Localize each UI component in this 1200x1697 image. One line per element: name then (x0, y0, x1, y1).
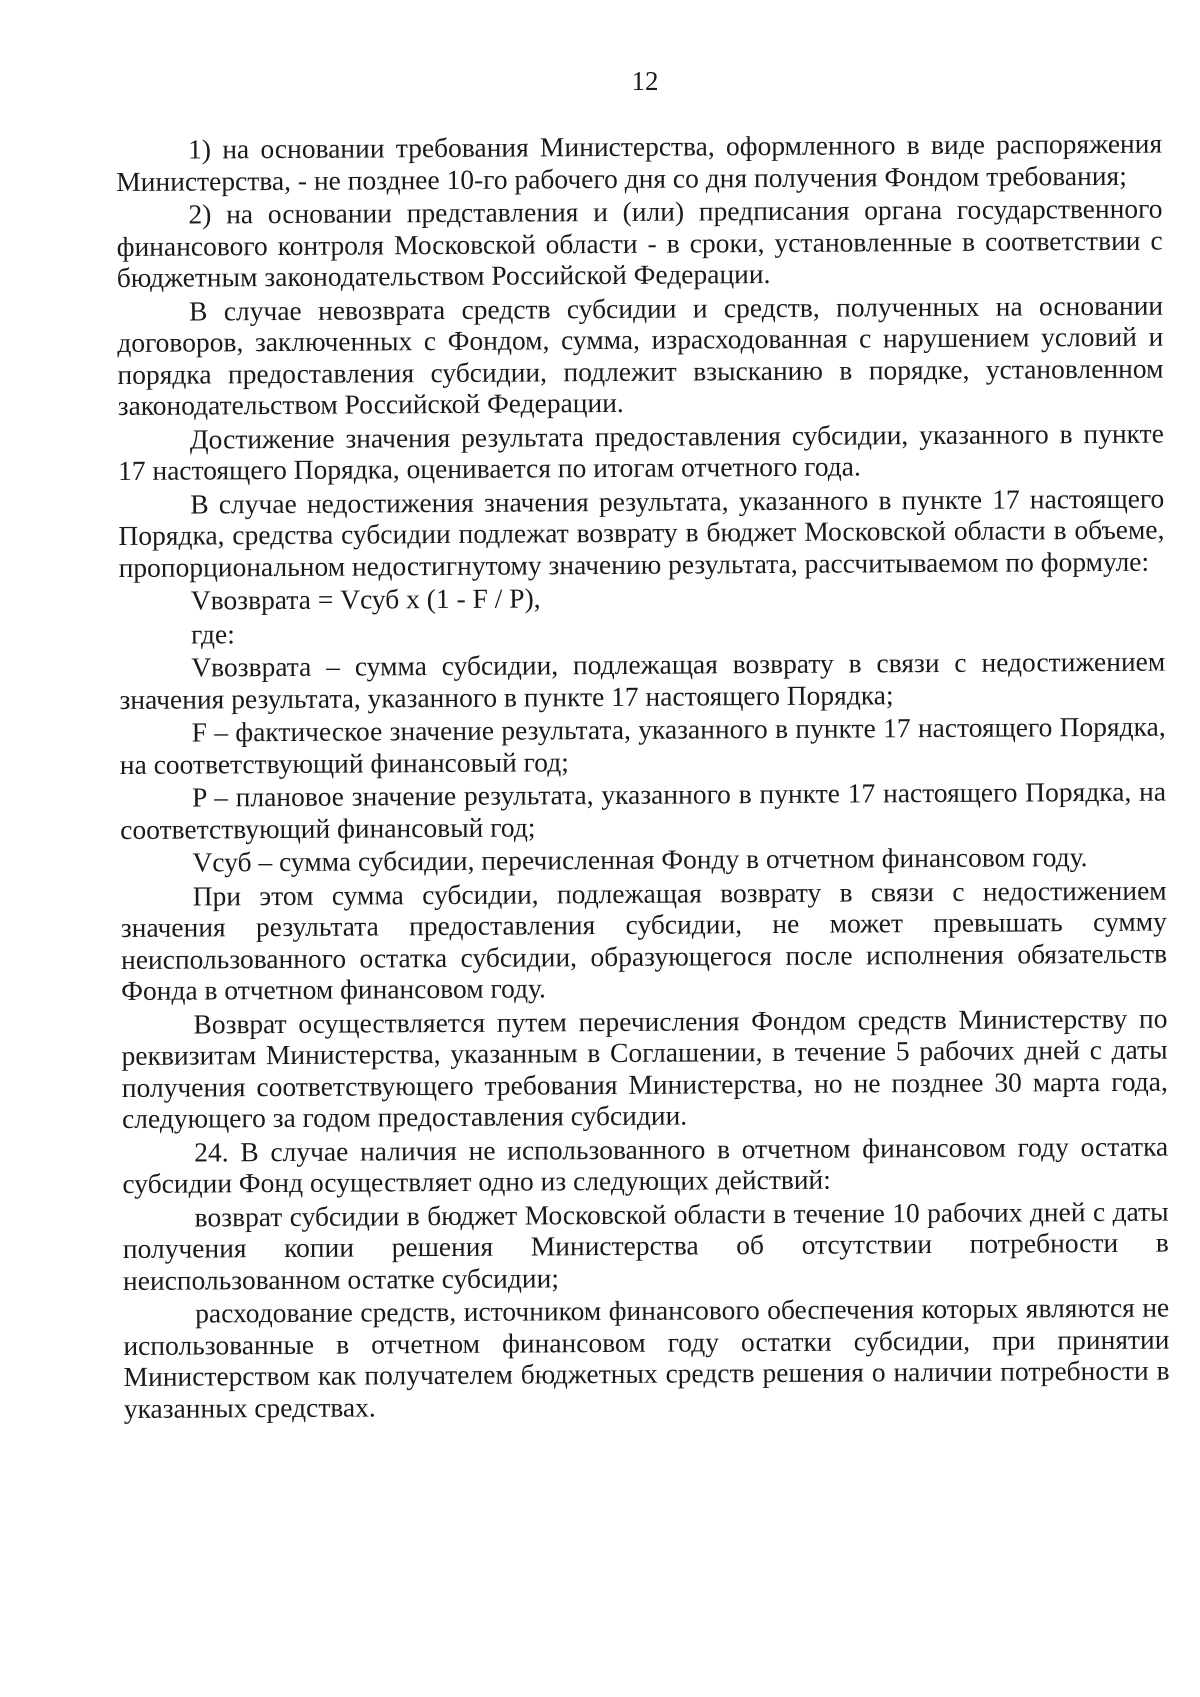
formula-definition-vreturn: Vвозврата – сумма субсидии, подлежащая возврату в связи с недостижением значения результата, указанного в пункте 17 настоящего Порядка; (119, 645, 1166, 715)
page-number: 12 (631, 66, 659, 96)
document-body (116, 128, 1170, 1424)
paragraph-non-return-recovery: В случае невозврата средств субсидии и средств, полученных на основании договоров, заключенных с Фондом, сумма, израсходованная с нарушением условий и порядка предоставления субсидии, подлежит взысканию в порядке, установленном законодательством Российской Федерации. (117, 289, 1164, 421)
formula-definition-f: F – фактическое значение результата, указанного в пункте 17 настоящего Порядка, на соответствующий финансовый год; (119, 710, 1166, 780)
return-formula: Vвозврата = Vсуб x (1 - F / P), (190, 582, 541, 616)
paragraph-24-return-option: возврат субсидии в бюджет Московской области в течение 10 рабочих дней с даты получения копии решения Министерства об отсутствии потребности в неиспользованном остатке субсидии; (122, 1195, 1169, 1296)
paragraph-24-spending-option: расходование средств, источником финансового обеспечения которых являются не использованные в отчетном финансовом году остатки субсидии, при принятии Министерством как получателем бюджетных средств решения о наличии потребности в указанных средствах. (123, 1291, 1170, 1424)
paragraph-underachievement-return: В случае недостижения значения результата, указанного в пункте 17 настоящего Порядка, средства субсидии подлежат возврату в бюджет Московской области в объеме, пропорциональном недостигнутому значению результата, рассчитываемом по формуле: (118, 482, 1165, 583)
paragraph-return-on-ministry-request: 1) на основании требования Министерства, оформленного в виде распоряжения Министерства, - не позднее 10-го рабочего дня со дня получения Фондом требования; (116, 127, 1163, 197)
paragraph-result-assessment: Достижение значения результата предоставления субсидии, указанного в пункте 17 настоящего Порядка, оценивается по итогам отчетного года. (117, 417, 1164, 486)
paragraph-return-procedure: Возврат осуществляется путем перечисления Фондом средств Министерству по реквизитам Министерства, указанным в Соглашении, в течение 5 рабочих дней с даты получения соответствующего требования Министерства, но не позднее 30 марта года, следующего за годом предоставления субсидии. (121, 1002, 1168, 1134)
formula-definition-p: P – плановое значение результата, указанного в пункте 17 настоящего Порядка, на соответствующий финансовый год; (120, 775, 1167, 845)
formula-where-label: где: (190, 617, 235, 650)
formula-definition-vsub: Vсуб – сумма субсидии, перечисленная Фонду в отчетном финансовом году. (192, 841, 1088, 878)
paragraph-return-on-control-order: 2) на основании представления и (или) предписания органа государственного финансового контроля Московской области - в сроки, установленные в соответствии с бюджетным законодательством Российской Федерации. (116, 192, 1163, 293)
paragraph-24-unused-balance: 24. В случае наличия не использованного в отчетном финансовом году остатка субсидии Фонд осуществляет одно из следующих действий: (122, 1130, 1169, 1199)
paragraph-return-limit: При этом сумма субсидии, подлежащая возврату в связи с недостижением значения результата предоставления субсидии, не может превышать сумму неиспользованного остатка субсидии, образующегося после исполнения обязательств Фонда в отчетном финансовом году. (120, 874, 1168, 1006)
